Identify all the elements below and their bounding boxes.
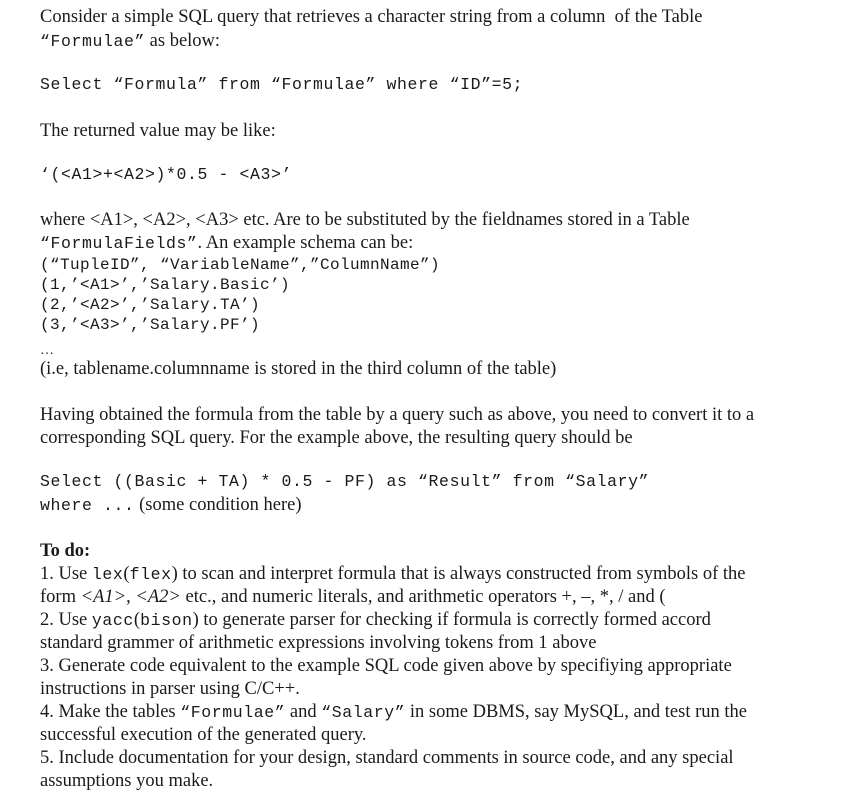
todo-item-4-line-1 — [40, 701, 747, 724]
todo-item-2-text-a: 2. Use — [40, 610, 92, 630]
where-line-2-rest: . An example schema can be: — [197, 233, 414, 253]
todo-item-5-line-1: 5. Include documentation for your design, standard comments in source code, and any special — [40, 748, 734, 768]
where-line-1: where <A1>, <A2>, <A3> etc. Are to be substituted by the fieldnames stored in a Table — [40, 210, 690, 230]
todo-item-1-text-c: ) to scan and interpret formula that is always constructed from symbols of the — [171, 564, 746, 584]
table-name-formulafields: “FormulaFields” — [40, 234, 198, 253]
todo-item-5-line-2: assumptions you make. — [40, 771, 214, 791]
sql-query-2-where: where ... — [40, 496, 135, 515]
token-a1: <A1> — [80, 587, 127, 607]
schema-row-header: (“TupleID”, “VariableName”,”ColumnName”) — [40, 256, 441, 274]
sql-query-2-line-2 — [40, 494, 301, 517]
tool-bison: bison — [140, 611, 193, 630]
schema-ellipsis: … — [40, 343, 54, 358]
intro-line-1: Consider a simple SQL query that retrieves a character string from a column of the Table — [40, 7, 703, 27]
schema-row-3: (3,’<A3>’,’Salary.PF’) — [40, 316, 261, 334]
intro-line-2-rest: as below: — [145, 31, 221, 51]
todo-item-1-text-e: , — [126, 587, 136, 607]
tool-lex: lex — [91, 565, 124, 584]
todo-item-2-text-c: ) to generate parser for checking if formula is correctly formed accord — [192, 610, 711, 630]
token-a2: <A2> — [135, 587, 181, 607]
convert-line-1: Having obtained the formula from the table by a query such as above, you need to convert it to a — [40, 405, 755, 425]
sql-query-2-condition: (some condition here) — [134, 495, 302, 515]
schema-row-2: (2,’<A2>’,’Salary.TA’) — [40, 296, 261, 314]
convert-line-2: corresponding SQL query. For the example above, the resulting query should be — [40, 428, 633, 448]
todo-item-1-text-f: etc., and numeric literals, and arithmetic operators +, –, *, / and ( — [180, 587, 666, 607]
schema-note: (i.e, tablename.columnname is stored in the third column of the table) — [40, 359, 557, 379]
todo-item-4-text-b: and — [285, 702, 322, 722]
todo-item-4-line-2: successful execution of the generated query. — [40, 725, 367, 745]
todo-item-4-text-c: in some DBMS, say MySQL, and test run the — [405, 702, 747, 722]
todo-item-2-text-b: ( — [133, 610, 141, 630]
table-name-formulae: “Formulae” — [40, 32, 146, 51]
where-line-2 — [40, 232, 413, 255]
tool-yacc: yacc — [91, 611, 134, 630]
todo-item-1-text-b: ( — [123, 564, 130, 584]
table-name-salary: “Salary” — [321, 703, 406, 722]
returned-value: ‘(<A1>+<A2>)*0.5 - <A3>’ — [40, 165, 293, 184]
table-name-formulae-2: “Formulae” — [180, 703, 286, 722]
todo-item-2-line-1 — [40, 609, 711, 632]
todo-item-1-text-a: 1. Use — [40, 564, 92, 584]
todo-item-2-line-2: standard grammer of arithmetic expressions involving tokens from 1 above — [40, 633, 597, 653]
todo-item-1-line-2 — [40, 586, 666, 608]
sql-query-1: Select “Formula” from “Formulae” where “ID”=5; — [40, 75, 524, 94]
todo-heading: To do: — [40, 541, 91, 561]
todo-item-3-line-1: 3. Generate code equivalent to the example SQL code given above by specifiying appropriate — [40, 656, 732, 676]
tool-flex: flex — [129, 565, 172, 584]
sql-query-2-line-1: Select ((Basic + TA) * 0.5 - PF) as “Result” from “Salary” — [40, 472, 650, 491]
todo-item-1-text-d: form — [40, 587, 81, 607]
schema-row-1: (1,’<A1>’,’Salary.Basic’) — [40, 276, 291, 294]
intro-line-2 — [40, 30, 220, 53]
returned-label: The returned value may be like: — [40, 121, 276, 141]
todo-item-1-line-1 — [40, 563, 745, 586]
todo-item-3-line-2: instructions in parser using C/C++. — [40, 679, 300, 699]
todo-item-4-text-a: 4. Make the tables — [40, 702, 181, 722]
